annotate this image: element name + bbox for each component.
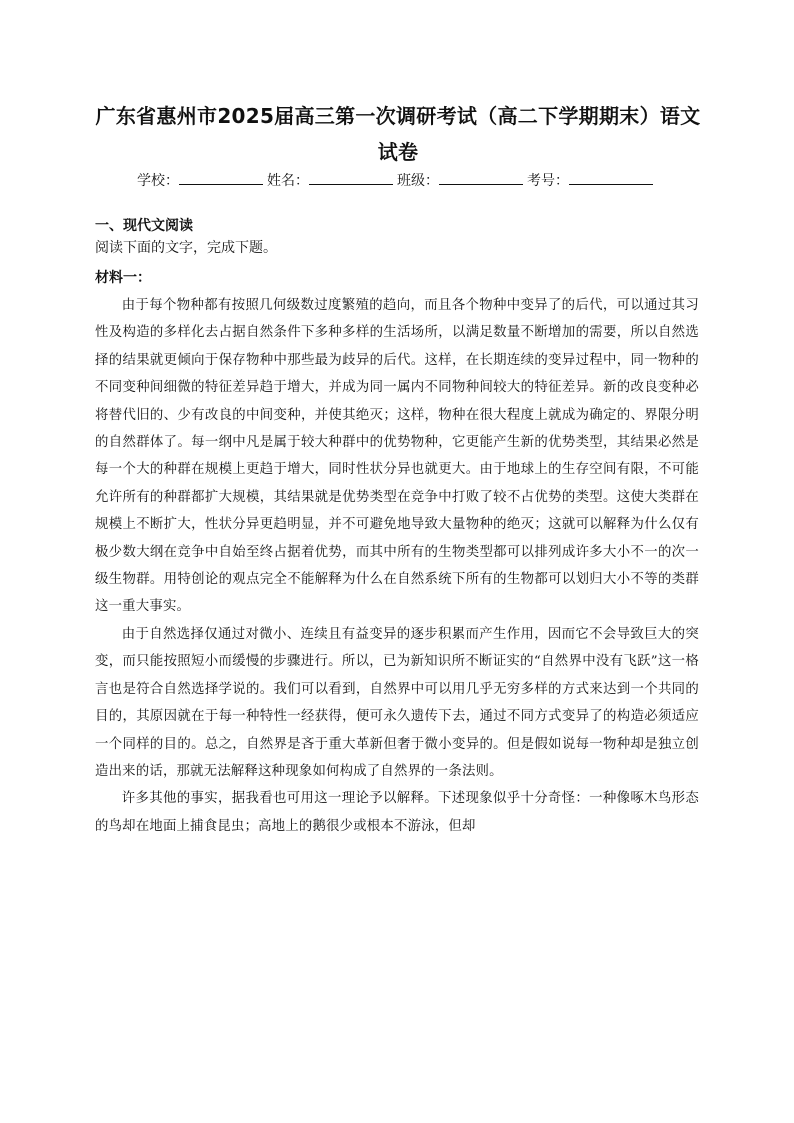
material-label: 材料一：	[95, 270, 151, 286]
name-blank	[309, 170, 393, 185]
passage-paragraph: 由于自然选择仅通过对微小、连续且有益变异的逐步积累而产生作用，因而它不会导致巨大的突变，而只能按照短小而缓慢的步骤进行。所以，已为新知识所不断证实的“自然界中没有飞跃”这一格言也是符合自然选择学说的。我们可以看到，自然界中可以用几乎无穷多样的方式来达到一个共同的目的，其原因就在于每一种特性一经获得，便可永久遗传下去，通过不同方式变异了的构造必须适应一个同样的目的。总之，自然界是吝于重大革新但奢于微小变异的。但是假如说每一物种却是独立创造出来的话，那就无法解释这种现象如何构成了自然界的一条法则。	[95, 626, 699, 779]
school-blank	[179, 170, 263, 185]
name-field	[267, 170, 397, 191]
passage-paragraph: 许多其他的事实，据我看也可用这一理论予以解释。下述现象似乎十分奇怪：一种像啄木鸟形态的鸟却在地面上捕食昆虫；高地上的鹅很少或根本不游泳，但却	[95, 791, 699, 834]
class-label: 班级：	[397, 173, 439, 189]
reading-instruction: 阅读下面的文字，完成下题。	[95, 240, 277, 256]
exam-number-blank	[569, 170, 653, 185]
school-field	[137, 170, 267, 191]
passage-body	[95, 292, 699, 840]
document-title: 广东省惠州市2025届高三第一次调研考试（高二下学期期末）语文试卷	[95, 104, 701, 164]
section-heading: 一、现代文阅读	[95, 218, 193, 234]
school-label: 学校：	[137, 173, 179, 189]
exam-number-field	[527, 170, 657, 191]
exam-number-label: 考号：	[527, 173, 569, 189]
class-field	[397, 170, 527, 191]
student-info-line	[0, 170, 794, 191]
name-label: 姓名：	[267, 173, 309, 189]
class-blank	[439, 170, 523, 185]
passage-paragraph: 由于每个物种都有按照几何级数过度繁殖的趋向，而且各个物种中变异了的后代，可以通过其习性及构造的多样化去占据自然条件下多种多样的生活场所，以满足数量不断增加的需要，所以自然选择的结果就更倾向于保存物种中那些最为歧异的后代。这样，在长期连续的变异过程中，同一物种的不同变种间细微的特征差异趋于增大，并成为同一属内不同物种间较大的特征差异。新的改良变种必将替代旧的、少有改良的中间变种，并使其绝灭；这样，物种在很大程度上就成为确定的、界限分明的自然群体了。每一纲中凡是属于较大种群中的优势物种，它更能产生新的优势类型，其结果必然是每一个大的种群在规模上更趋于增大，同时性状分异也就更大。由于地球上的生存空间有限，不可能允许所有的种群都扩大规模，其结果就是优势类型在竞争中打败了较不占优势的类型。这使大类群在规模上不断扩大，性状分异更趋明显，并不可避免地导致大量物种的绝灭；这就可以解释为什么仅有极少数大纲在竞争中自始至终占据着优势，而其中所有的生物类型都可以排列成许多大小不一的次一级生物群。用特创论的观点完全不能解释为什么在自然系统下所有的生物都可以划归大小不等的类群这一重大事实。	[95, 298, 699, 615]
